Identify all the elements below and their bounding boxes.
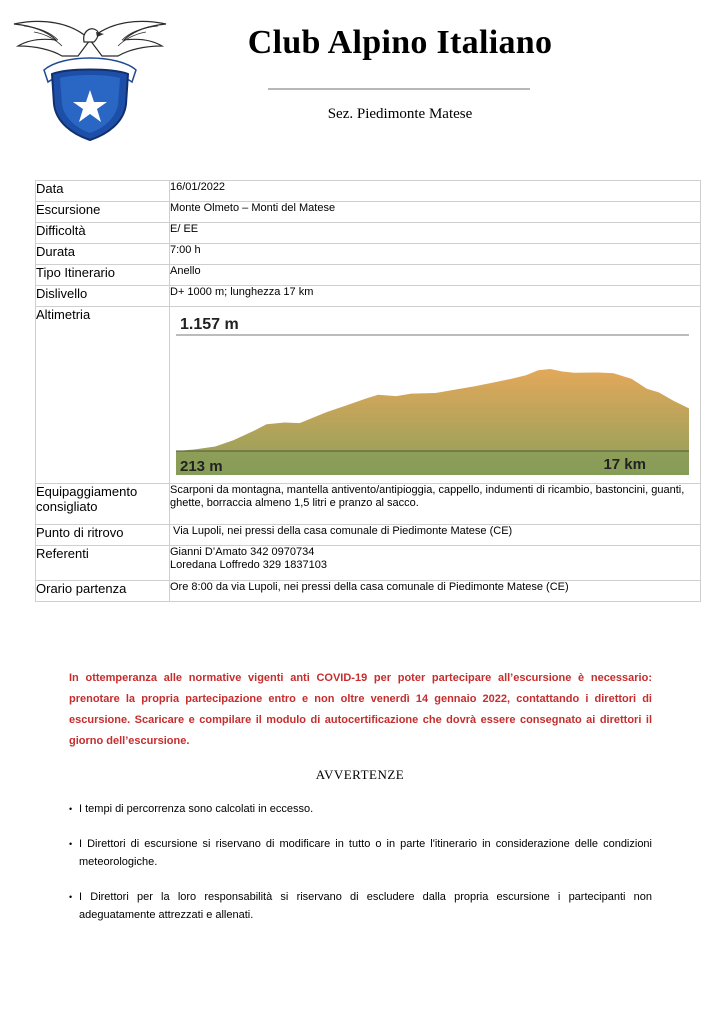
label-referenti: Referenti: [36, 546, 170, 581]
distance-label: 17 km: [603, 456, 646, 473]
value-tipo-itinerario: Anello: [170, 265, 701, 286]
row-durata: [36, 244, 701, 265]
value-durata: 7:00 h: [170, 244, 701, 265]
eagle-shield-emblem: [12, 12, 168, 142]
warning-text: I Direttori di escursione si riservano di modificare in tutto o in parte l'itinerario in considerazione delle condizioni meteorologiche.: [79, 838, 652, 868]
label-punto-ritrovo: Punto di ritrovo: [36, 525, 170, 546]
title-divider: [268, 88, 530, 90]
value-orario-partenza: Ore 8:00 da via Lupoli, nei pressi della casa comunale di Piedimonte Matese (CE): [170, 581, 701, 602]
warning-item: [69, 835, 652, 871]
warning-text: I tempi di percorrenza sono calcolati in eccesso.: [79, 803, 314, 815]
row-punto-ritrovo: [36, 525, 701, 546]
label-durata: Durata: [36, 244, 170, 265]
max-elevation-label: 1.157 m: [180, 316, 239, 333]
warning-item: [69, 888, 652, 924]
row-dislivello: [36, 286, 701, 307]
value-equipaggiamento: Scarponi da montagna, mantella antivento/antipioggia, cappello, indumenti di ricambio, bastoncini, guanti, ghette, borraccia almeno 1,5 litri e pranzo al sacco.: [170, 484, 701, 525]
row-equipaggiamento: [36, 484, 701, 525]
label-data: Data: [36, 181, 170, 202]
row-referenti: [36, 546, 701, 581]
row-data: [36, 181, 701, 202]
label-tipo-itinerario: Tipo Itinerario: [36, 265, 170, 286]
value-data: 16/01/2022: [170, 181, 701, 202]
warning-item: [69, 800, 652, 818]
row-escursione: [36, 202, 701, 223]
bullet-icon: •: [69, 804, 73, 814]
covid-notice: [69, 668, 652, 752]
label-dislivello: Dislivello: [36, 286, 170, 307]
warnings-heading: AVVERTENZE: [315, 767, 405, 782]
row-altimetria: [36, 307, 701, 484]
warnings-list: [69, 800, 652, 941]
bullet-icon: •: [69, 839, 73, 849]
label-equipaggiamento: Equipaggiamento consigliato: [36, 484, 170, 525]
value-punto-ritrovo: Via Lupoli, nei pressi della casa comunale di Piedimonte Matese (CE): [170, 525, 701, 546]
value-escursione: Monte Olmeto – Monti del Matese: [170, 202, 701, 223]
warning-text: I Direttori per la loro responsabilità si riservano di escludere dalla propria escursione i partecipanti non adeguatamente attrezzati e allenati.: [79, 891, 652, 921]
referente-1: Gianni D’Amato 342 0970734: [170, 546, 315, 558]
value-difficolta: E/ EE: [170, 223, 701, 244]
min-elevation-label: 213 m: [180, 458, 223, 475]
covid-notice-text: In ottemperanza alle normative vigenti anti COVID-19 per poter partecipare all’escursione è necessario: prenotare la propria partecipazione entro e non oltre venerdì 14 gennaio 2022, contattando i direttori di escursione. Scaricare e compilare il modulo di autocertificazione che dovrà essere consegnato ai direttori il giorno dell’escursione.: [69, 672, 652, 747]
altimetria-cell: [170, 307, 701, 484]
row-orario-partenza: [36, 581, 701, 602]
elevation-profile-chart: [172, 309, 691, 477]
row-tipo-itinerario: [36, 265, 701, 286]
value-dislivello: D+ 1000 m; lunghezza 17 km: [170, 286, 701, 307]
label-difficolta: Difficoltà: [36, 223, 170, 244]
label-altimetria: Altimetria: [36, 307, 170, 484]
value-referenti: [170, 546, 701, 581]
label-orario-partenza: Orario partenza: [36, 581, 170, 602]
excursion-info-table: [35, 180, 701, 602]
bullet-icon: •: [69, 892, 73, 902]
label-escursione: Escursione: [36, 202, 170, 223]
referente-2: Loredana Loffredo 329 1837103: [170, 559, 327, 571]
cai-logo: [12, 12, 168, 142]
club-title: Club Alpino Italiano: [247, 24, 553, 61]
section-subtitle: Sez. Piedimonte Matese: [327, 106, 473, 122]
row-difficolta: [36, 223, 701, 244]
